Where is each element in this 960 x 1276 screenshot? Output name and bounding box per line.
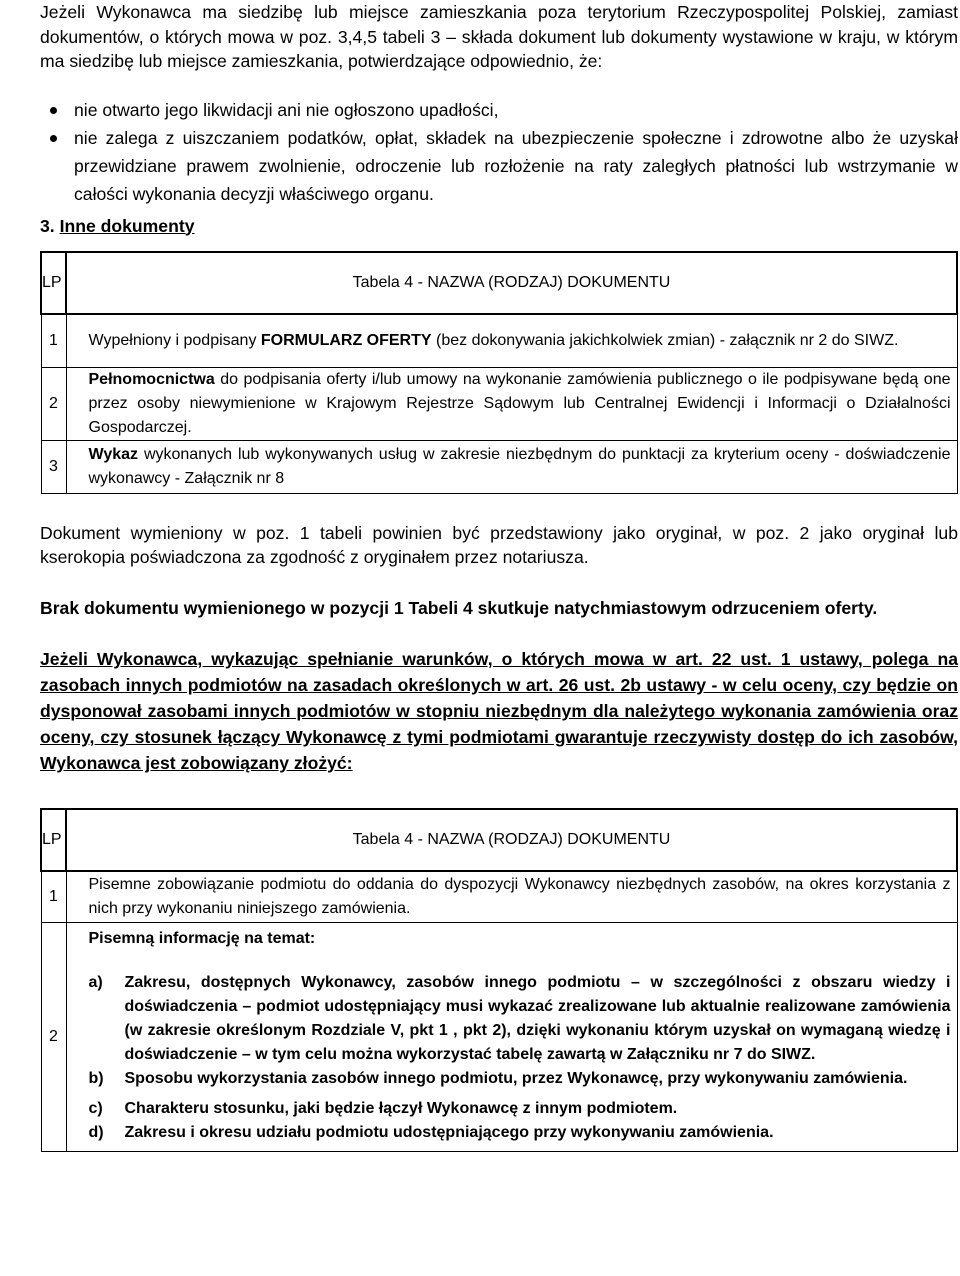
row-text: Wypełniony i podpisany FORMULARZ OFERTY (bez dokonywania jakichkolwiek zmian) - załącznik nr 2 do SIWZ.: [66, 314, 957, 368]
table-row: [41, 871, 957, 923]
bullet-item: nie otwarto jego likwidacji ani nie ogłoszono upadłości,: [74, 96, 958, 124]
section-title: Inne dokumenty: [59, 215, 195, 236]
note-third-party-resources: Jeżeli Wykonawca, wykazując spełnianie warunków, o których mowa w art. 22 ust. 1 ustawy, polega na zasobach innych podmiotów na zasadach określonych w art. 26 ust. 2b ustawy - w celu oceny, czy będzie on dysponował zasobami innych podmiotów w stopniu niezbędnym dla należytego wykonania zamówienia oraz oceny, czy stosunek łączący Wykonawcę z tymi podmiotami gwarantuje rzeczywisty dostęp do ich zasobów, Wykonawca jest zobowiązany złożyć:: [40, 649, 958, 773]
row-subheading: Pisemną informację na temat:: [88, 930, 316, 947]
list-item: c) Charakteru stosunku, jaki będzie łączył Wykonawcę z innym podmiotem.: [88, 1100, 678, 1117]
list-item: a) Zakresu, dostępnych Wykonawcy, zasobów innego podmiotu – w szczególności z obszaru wiedzy i doświadczenia – podmiot udostępniający musi wykazać zrealizowane lub aktualnie realizowane zamówienia (w zakresie określonym Rozdziale V, pkt 1 , pkt 2), dzięki wykonaniu którym uzyskał on wymaganą wiedzę i doświadczenie – w tym celu można wykorzystać tabelę zawartą w Załączniku nr 7 do SIWZ.: [88, 974, 951, 1063]
table-title-header: Tabela 4 - NAZWA (RODZAJ) DOKUMENTU: [66, 252, 957, 314]
lp-header: LP: [41, 809, 66, 871]
lp-header: LP: [41, 252, 66, 314]
document-page: [40, 0, 958, 1152]
row-text: [66, 923, 957, 1152]
row-number: 2: [41, 923, 66, 1152]
row-text: Pełnomocnictwa do podpisania oferty i/lub umowy na wykonanie zamówienia publicznego o ile podpisywane będą one przez osoby niewymienione w Krajowym Rejestrze Sądowym lub Centralnej Ewidencji i Informacji o Działalności Gospodarczej.: [66, 367, 957, 440]
note-original-documents: Dokument wymieniony w poz. 1 tabeli powinien być przedstawiony jako oryginał, w poz. 2 jako oryginał lub kserokopia poświadczona za zgodność z oryginałem przez notariusza.: [40, 522, 958, 567]
list-item: b) Sposobu wykorzystania zasobów innego podmiotu, przez Wykonawcę, przy wykonywaniu zamówienia.: [88, 1070, 908, 1087]
documents-table: [40, 251, 958, 494]
intro-paragraph: Jeżeli Wykonawca ma siedzibę lub miejsce zamieszkania poza terytorium Rzeczypospolitej Polskiej, zamiast dokumentów, o których mowa w poz. 3,4,5 tabeli 3 – składa dokument lub dokumenty wystawione w kraju, w którym ma siedzibę lub miejsce zamieszkania, potwierdzające odpowiednio, że:: [40, 2, 958, 71]
row-number: 1: [41, 314, 66, 368]
note-rejection: Brak dokumentu wymienionego w pozycji 1 Tabeli 4 skutkuje natychmiastowym odrzuceniem oferty.: [40, 597, 878, 618]
table-row: [41, 440, 957, 493]
row-number: 3: [41, 440, 66, 493]
section-heading: [40, 213, 958, 239]
bullet-item: nie zalega z uiszczaniem podatków, opłat, składek na ubezpieczenie społeczne i zdrowotne albo że uzyskał przewidziane prawem zwolnienie, odroczenie lub rozłożenie na raty zaległych płatności lub wstrzymanie w całości wykonania decyzji właściwego organu.: [74, 124, 958, 208]
row-text: Wykaz wykonanych lub wykonywanych usług w zakresie niezbędnym do punktacji za kryterium oceny - doświadczenie wykonawcy - Załącznik nr 8: [66, 440, 957, 493]
list-item: d) Zakresu i okresu udziału podmiotu udostępniającego przy wykonywaniu zamówienia.: [88, 1124, 774, 1141]
table-row: [41, 367, 957, 440]
table-title-header: Tabela 4 - NAZWA (RODZAJ) DOKUMENTU: [66, 809, 957, 871]
info-list: [89, 971, 951, 1145]
resources-table: [40, 808, 958, 1152]
section-number: 3.: [40, 215, 55, 236]
table-row: [41, 923, 957, 1152]
row-number: 2: [41, 367, 66, 440]
row-number: 1: [41, 871, 66, 923]
table-row: [41, 314, 957, 368]
bullet-list: [40, 96, 958, 208]
row-text: Pisemne zobowiązanie podmiotu do oddania do dyspozycji Wykonawcy niezbędnych zasobów, na okres korzystania z nich przy wykonaniu niniejszego zamówienia.: [66, 871, 957, 923]
